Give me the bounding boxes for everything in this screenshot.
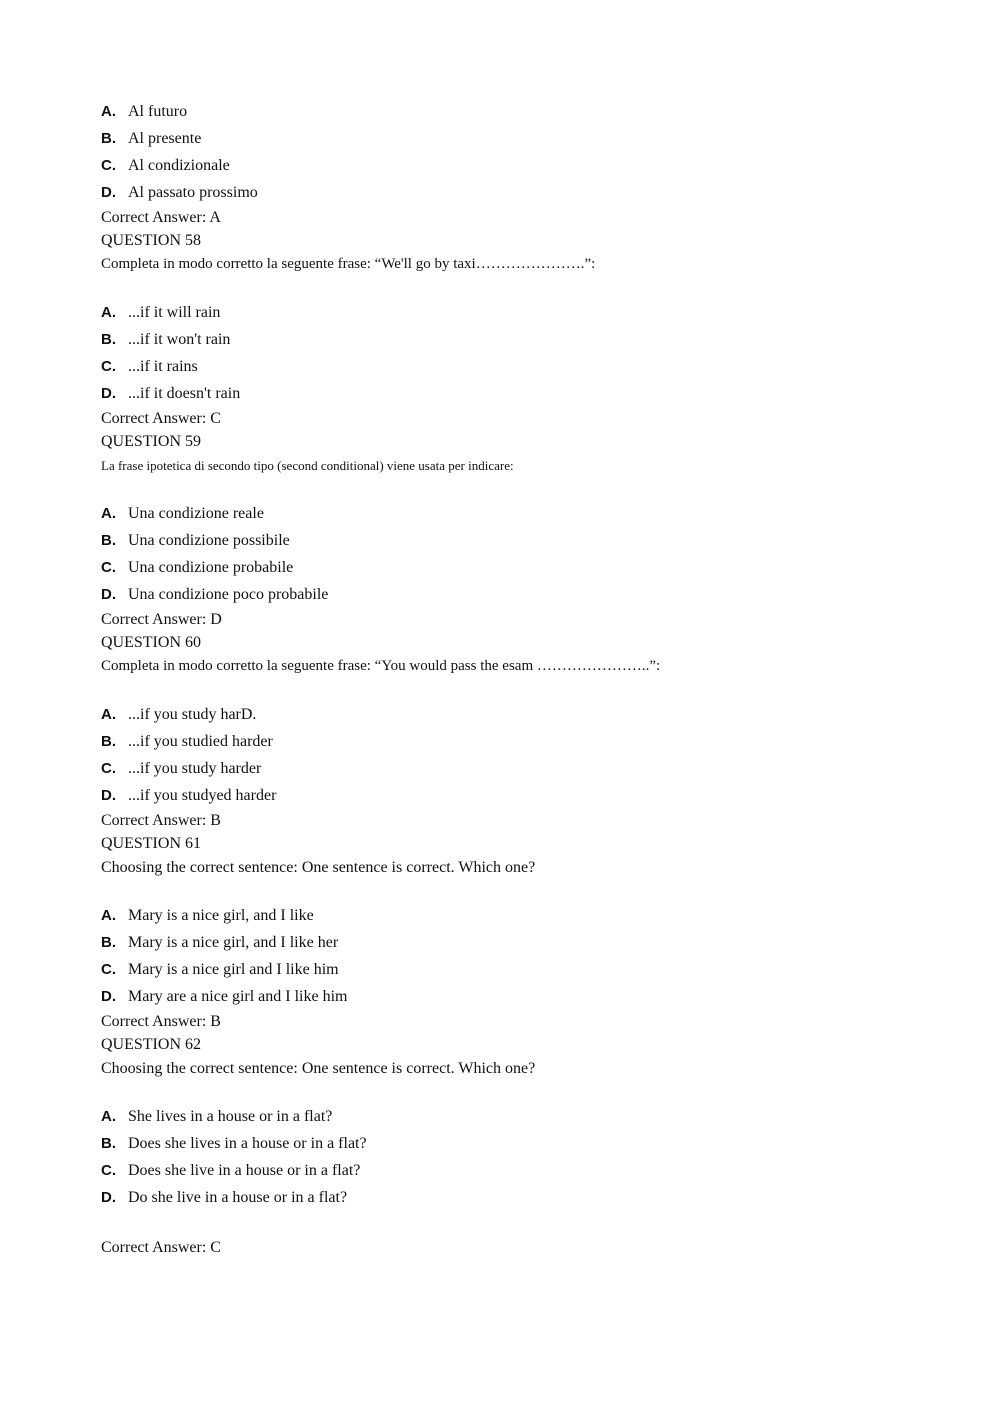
option-letter: A. <box>101 1108 116 1125</box>
option-text: Do she live in a house or in a flat? <box>128 1189 348 1206</box>
option-letter: A. <box>101 304 116 321</box>
question-number: QUESTION 59 <box>101 433 201 450</box>
question-block-57 <box>101 98 961 229</box>
question-text: Completa in modo corretto la seguente frase: “We'll go by taxi………………….”: <box>101 256 596 272</box>
option-letter: B. <box>101 1135 116 1152</box>
option-letter: C. <box>101 961 116 978</box>
option-text: Mary is a nice girl, and I like <box>128 907 314 924</box>
option-letter: A. <box>101 907 116 924</box>
option-letter: D. <box>101 988 116 1005</box>
option-text: Mary is a nice girl and I like him <box>128 961 339 978</box>
option-text: Does she lives in a house or in a flat? <box>128 1135 367 1152</box>
option-b <box>101 728 961 755</box>
option-text: ...if you study harD. <box>128 706 257 723</box>
option-text: ...if it doesn't rain <box>128 385 241 402</box>
question-number: QUESTION 62 <box>101 1036 201 1053</box>
question-text: Choosing the correct sentence: One sentence is correct. Which one? <box>101 859 536 876</box>
option-text: Mary is a nice girl, and I like her <box>128 934 339 951</box>
option-d <box>101 380 961 407</box>
option-b <box>101 125 961 152</box>
option-a <box>101 500 961 527</box>
option-letter: B. <box>101 331 116 348</box>
option-c <box>101 956 961 983</box>
correct-answer: Correct Answer: A <box>101 209 221 226</box>
option-letter: B. <box>101 733 116 750</box>
option-b <box>101 1130 961 1157</box>
question-block-59 <box>101 430 961 631</box>
option-letter: C. <box>101 1162 116 1179</box>
option-c <box>101 554 961 581</box>
question-text: Completa in modo corretto la seguente frase: “You would pass the esam …………………..”: <box>101 658 661 674</box>
correct-answer: Correct Answer: B <box>101 1013 221 1030</box>
question-block-60 <box>101 631 961 832</box>
option-text: ...if it will rain <box>128 304 221 321</box>
option-text: Does she live in a house or in a flat? <box>128 1162 361 1179</box>
option-c <box>101 755 961 782</box>
option-a <box>101 98 961 125</box>
option-letter: D. <box>101 385 116 402</box>
document-page <box>101 98 961 1259</box>
correct-answer: Correct Answer: C <box>101 1239 221 1256</box>
option-letter: B. <box>101 130 116 147</box>
option-letter: C. <box>101 157 116 174</box>
option-c <box>101 152 961 179</box>
option-d <box>101 1184 961 1211</box>
question-block-61 <box>101 832 961 1033</box>
option-letter: A. <box>101 103 116 120</box>
question-number: QUESTION 60 <box>101 634 201 651</box>
option-text: Una condizione probabile <box>128 559 294 576</box>
option-b <box>101 326 961 353</box>
option-b <box>101 527 961 554</box>
option-a <box>101 1103 961 1130</box>
question-block-62 <box>101 1033 961 1259</box>
option-letter: C. <box>101 559 116 576</box>
option-a <box>101 902 961 929</box>
option-d <box>101 179 961 206</box>
correct-answer: Correct Answer: C <box>101 410 221 427</box>
question-block-58 <box>101 229 961 430</box>
option-text: ...if you studied harder <box>128 733 273 750</box>
question-number: QUESTION 61 <box>101 835 201 852</box>
option-d <box>101 983 961 1010</box>
option-text: Mary are a nice girl and I like him <box>128 988 348 1005</box>
option-letter: D. <box>101 1189 116 1206</box>
correct-answer: Correct Answer: B <box>101 812 221 829</box>
option-d <box>101 782 961 809</box>
option-c <box>101 1157 961 1184</box>
option-text: Una condizione poco probabile <box>128 586 329 603</box>
option-letter: A. <box>101 505 116 522</box>
option-letter: B. <box>101 934 116 951</box>
option-letter: D. <box>101 586 116 603</box>
question-text: La frase ipotetica di secondo tipo (second conditional) viene usata per indicare: <box>101 458 514 473</box>
option-text: ...if you studyed harder <box>128 787 277 804</box>
option-letter: C. <box>101 760 116 777</box>
option-letter: D. <box>101 787 116 804</box>
option-text: ...if it rains <box>128 358 198 375</box>
option-text: She lives in a house or in a flat? <box>128 1108 333 1125</box>
option-text: Al presente <box>128 130 202 147</box>
option-text: Una condizione reale <box>128 505 264 522</box>
option-text: Al passato prossimo <box>128 184 258 201</box>
option-text: Una condizione possibile <box>128 532 290 549</box>
option-text: ...if you study harder <box>128 760 262 777</box>
option-text: Al futuro <box>128 103 188 120</box>
option-d <box>101 581 961 608</box>
option-b <box>101 929 961 956</box>
option-a <box>101 299 961 326</box>
option-a <box>101 701 961 728</box>
option-letter: D. <box>101 184 116 201</box>
correct-answer: Correct Answer: D <box>101 611 222 628</box>
option-c <box>101 353 961 380</box>
option-letter: A. <box>101 706 116 723</box>
option-text: Al condizionale <box>128 157 230 174</box>
question-text: Choosing the correct sentence: One sentence is correct. Which one? <box>101 1060 536 1077</box>
option-letter: C. <box>101 358 116 375</box>
question-number: QUESTION 58 <box>101 232 201 249</box>
option-letter: B. <box>101 532 116 549</box>
option-text: ...if it won't rain <box>128 331 231 348</box>
